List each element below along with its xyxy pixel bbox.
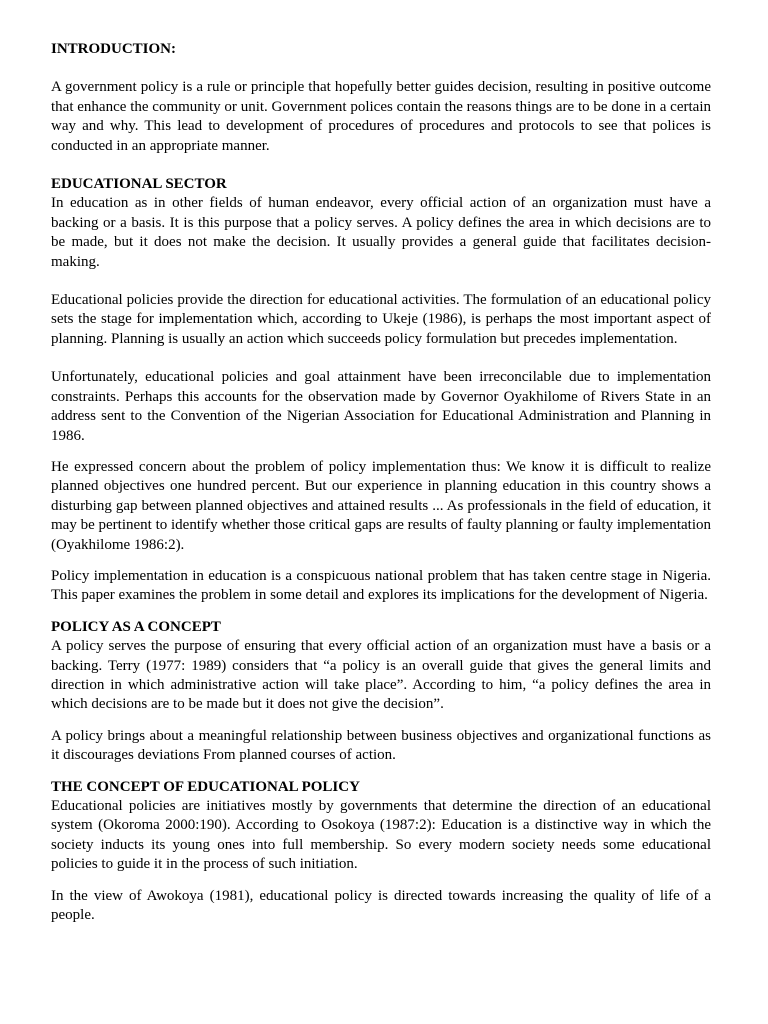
paragraph: In education as in other fields of human endeavor, every official action of an organization must have a backing or a basis. It is this purpose that a policy serves. A policy defines the area in which decisions are to be made, but it does not make the decision. It usually provides a general guide that facilitates decision-making. (51, 195, 711, 270)
paragraph: A policy brings about a meaningful relationship between business objectives and organizational functions as it discourages deviations From planned courses of action. (51, 727, 711, 764)
paragraph: A policy serves the purpose of ensuring that every official action of an organization must have a basis or a backing. Terry (1977: 1989) considers that “a policy is an overall guide that gives the general limits and direction in which administrative action will take place”. According to him, “a policy defines the area in which decisions are to be made but it does not give the decision”. (51, 638, 711, 713)
paragraph: He expressed concern about the problem of policy implementation thus: We know it is difficult to realize planned objectives one hundred percent. But our experience in planning education in this country shows a disturbing gap between planned objectives and attained results ... As professionals in the field of education, it may be pertinent to identify whether those critical gaps are results of faulty planning or faulty implementation (Oyakhilome 1986:2). (51, 458, 711, 553)
section-heading-concept-of-educational-policy: THE CONCEPT OF EDUCATIONAL POLICY (51, 778, 360, 795)
document-page (51, 40, 711, 925)
paragraph: Educational policies are initiatives mostly by governments that determine the direction of an educational system (Okoroma 2000:190). According to Osokoya (1987:2): Education is a distinctive way in which the society inducts its young ones into full membership. So every modern society needs some educational policies to guide it in the process of such initiation. (51, 798, 711, 873)
paragraph: Educational policies provide the direction for educational activities. The formulation of an educational policy sets the stage for implementation which, according to Ukeje (1986), is perhaps the most important aspect of planning. Planning is usually an action which succeeds policy formulation but precedes implementation. (51, 292, 711, 347)
paragraph: Policy implementation in education is a conspicuous national problem that has taken centre stage in Nigeria. This paper examines the problem in some detail and explores its implications for the development of Nigeria. (51, 567, 711, 604)
section-heading-introduction: INTRODUCTION: (51, 41, 177, 57)
paragraph: In the view of Awokoya (1981), educational policy is directed towards increasing the quality of life of a people. (51, 887, 711, 924)
paragraph: Unfortunately, educational policies and goal attainment have been irreconcilable due to implementation constraints. Perhaps this accounts for the observation made by Governor Oyakhilome of Rivers State in an address sent to the Convention of the Nigerian Association for Educational Administration and Planning in 1986. (51, 369, 711, 444)
section-heading-policy-as-a-concept: POLICY AS A CONCEPT (51, 618, 221, 635)
section-heading-educational-sector: EDUCATIONAL SECTOR (51, 176, 227, 193)
paragraph: A government policy is a rule or principle that hopefully better guides decision, resulting in positive outcome that enhance the community or unit. Government polices contain the reasons things are to be done in a certain way and why. This lead to development of procedures of procedures and protocols to see that polices is conducted in an appropriate manner. (51, 79, 711, 154)
